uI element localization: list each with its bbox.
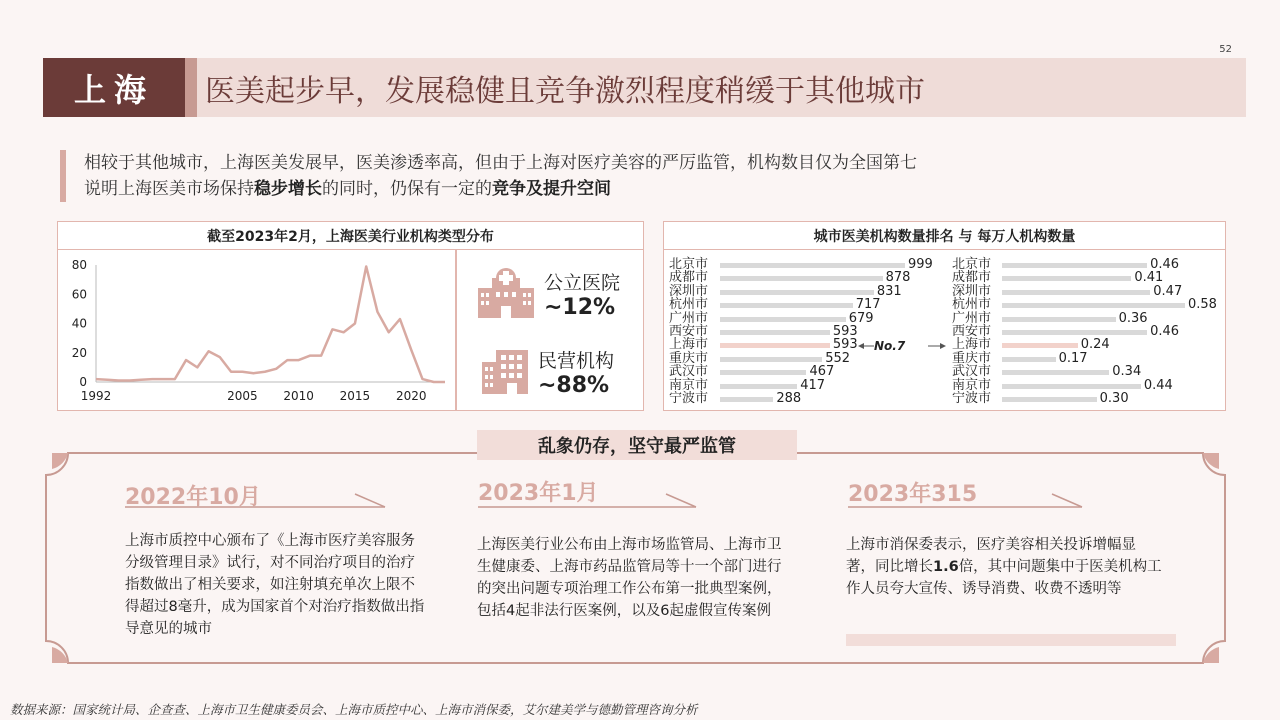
city-label: 上海市 bbox=[952, 337, 992, 353]
event-title: 2023年315 bbox=[848, 482, 978, 507]
rank-bar bbox=[1002, 357, 1056, 362]
city-label: 深圳市 bbox=[952, 283, 992, 299]
event-text-part: 倍，其中问题集中于医美机构工作人员夸大宣传、诱导消费、收费不透明等 bbox=[846, 559, 1162, 597]
rank-bar bbox=[1002, 317, 1116, 322]
rank-bar bbox=[720, 303, 853, 308]
summary-line-2 bbox=[84, 176, 1060, 202]
city-label: 重庆市 bbox=[952, 350, 992, 366]
city-label: 宁波市 bbox=[952, 391, 992, 406]
y-tick-label: 0 bbox=[79, 375, 87, 389]
city-label: 广州市 bbox=[952, 310, 992, 326]
building-icon bbox=[480, 348, 532, 396]
rank-bar bbox=[1002, 370, 1109, 375]
city-label: 广州市 bbox=[669, 310, 709, 326]
rank-bar bbox=[720, 317, 846, 322]
rank-bar bbox=[720, 330, 830, 335]
y-tick-label: 60 bbox=[71, 287, 87, 302]
header-city: 上海 bbox=[43, 58, 185, 117]
value-label: 593 bbox=[832, 337, 858, 353]
rank-bar bbox=[1002, 263, 1147, 268]
city-label: 武汉市 bbox=[669, 364, 709, 380]
decorative-bar bbox=[846, 634, 1176, 646]
stat-value: ~12% bbox=[544, 295, 616, 320]
value-label: 417 bbox=[800, 377, 826, 393]
stat-public bbox=[476, 268, 620, 320]
right-panel-title: 城市医美机构数量排名 与 每万人机构数量 bbox=[664, 222, 1225, 250]
rank-bar bbox=[1002, 384, 1141, 389]
stat-private-text bbox=[538, 346, 614, 398]
rank-bar bbox=[1002, 343, 1078, 348]
value-label: 0.30 bbox=[1099, 391, 1129, 406]
x-tick-label: 2005 bbox=[227, 389, 258, 403]
x-tick-label: 2010 bbox=[283, 389, 314, 403]
rank-bar bbox=[720, 384, 797, 389]
y-tick-label: 20 bbox=[71, 345, 87, 360]
summary-text: 的同时，仍保有一定的 bbox=[322, 179, 492, 199]
summary-emphasis: 稳步增长 bbox=[254, 179, 322, 199]
stat-label: 民营机构 bbox=[538, 350, 615, 372]
city-label: 南京市 bbox=[952, 377, 992, 393]
value-label: 999 bbox=[908, 257, 933, 272]
panel-divider bbox=[455, 250, 457, 410]
value-label: 0.24 bbox=[1080, 337, 1110, 353]
summary-text: 说明上海医美市场保持 bbox=[84, 179, 254, 199]
summary-emphasis: 竞争及提升空间 bbox=[492, 179, 611, 199]
event-title: 2022年10月 bbox=[125, 485, 261, 510]
stat-value: ~88% bbox=[538, 373, 610, 398]
rank-bar bbox=[1002, 330, 1147, 335]
rank-bar bbox=[1002, 303, 1185, 308]
value-label: 0.44 bbox=[1143, 377, 1173, 393]
page-number: 52 bbox=[1219, 44, 1232, 55]
rank-bar bbox=[720, 263, 905, 268]
rank-bar bbox=[720, 397, 773, 402]
stat-label: 公立医院 bbox=[544, 272, 621, 294]
city-label: 成都市 bbox=[952, 270, 992, 286]
value-label: 467 bbox=[809, 364, 835, 380]
rank-label: No.7 bbox=[874, 339, 906, 353]
city-label: 重庆市 bbox=[669, 350, 709, 366]
event-text: 上海市质控中心颁布了《上海市医疗美容服务分级管理目录》试行，对不同治疗项目的治疗指数做出了相关要求，如注射填充单次上限不得超过8毫升，成为国家首个对治疗指数做出指导意见的城市 bbox=[125, 533, 425, 637]
left-panel-title: 截至2023年2月，上海医美行业机构类型分布 bbox=[58, 222, 643, 250]
value-label: 0.46 bbox=[1150, 324, 1180, 339]
value-label: 0.17 bbox=[1058, 350, 1088, 366]
value-label: 0.58 bbox=[1188, 297, 1217, 313]
value-label: 717 bbox=[855, 297, 881, 313]
event-text: 上海医美行业公布由上海市场监管局、上海市卫生健康委、上海市药品监管局等十一个部门进行的突出问题专项治理工作公布第一批典型案例，包括4起非法行医案例，以及6起虚假宣传案例 bbox=[477, 537, 782, 619]
rank-bar bbox=[720, 290, 874, 295]
city-label: 上海市 bbox=[669, 337, 709, 353]
value-label: 0.46 bbox=[1150, 257, 1180, 272]
stat-private bbox=[480, 346, 614, 398]
rank-bar bbox=[1002, 397, 1097, 402]
summary-line-1: 相较于其他城市，上海医美发展早，医美渗透率高，但由于上海对医疗美容的严厉监管，机构数目仅为全国第七 bbox=[84, 153, 917, 173]
hospital-icon bbox=[476, 268, 536, 320]
event-title: 2023年1月 bbox=[478, 481, 599, 506]
city-label: 北京市 bbox=[669, 257, 709, 272]
city-label: 北京市 bbox=[952, 257, 992, 272]
rank-bar bbox=[720, 370, 806, 375]
x-tick-label: 1992 bbox=[80, 389, 112, 403]
city-label: 宁波市 bbox=[669, 391, 709, 406]
page-title: 医美起步早，发展稳健且竞争激烈程度稍缓于其他城市 bbox=[205, 73, 925, 109]
value-label: 679 bbox=[848, 310, 874, 326]
city-label: 南京市 bbox=[669, 377, 709, 393]
city-label: 杭州市 bbox=[952, 297, 992, 313]
stat-public-text bbox=[544, 268, 620, 320]
city-label: 武汉市 bbox=[952, 364, 992, 380]
city-label: 成都市 bbox=[669, 270, 709, 286]
x-tick-label: 2015 bbox=[339, 389, 371, 403]
x-tick-label: 2020 bbox=[395, 389, 427, 403]
summary bbox=[60, 150, 1060, 202]
rank-bar bbox=[720, 343, 830, 348]
city-label: 深圳市 bbox=[669, 283, 709, 299]
value-label: 0.34 bbox=[1112, 364, 1142, 380]
event-text-part: 上海市消保委表示，医疗美容相关投诉增幅显著，同比增长 bbox=[846, 537, 1136, 575]
value-label: 552 bbox=[825, 350, 851, 366]
rank-bar bbox=[720, 276, 883, 281]
rank-bar bbox=[1002, 276, 1131, 281]
rank-bar bbox=[720, 357, 822, 362]
header-accent bbox=[185, 58, 197, 117]
city-label: 西安市 bbox=[952, 324, 992, 339]
rank-bar bbox=[1002, 290, 1150, 295]
value-label: 878 bbox=[885, 270, 911, 286]
value-label: 0.47 bbox=[1153, 283, 1183, 299]
header bbox=[43, 58, 1246, 117]
value-label: 831 bbox=[876, 283, 902, 299]
event-text bbox=[846, 534, 1164, 600]
y-tick-label: 40 bbox=[71, 316, 87, 331]
value-label: 593 bbox=[832, 324, 858, 339]
city-label: 杭州市 bbox=[669, 297, 709, 313]
value-label: 288 bbox=[776, 391, 802, 406]
event-text-emphasis: 1.6 bbox=[933, 559, 959, 575]
city-label: 西安市 bbox=[669, 324, 709, 339]
value-label: 0.36 bbox=[1118, 310, 1148, 326]
y-tick-label: 80 bbox=[71, 258, 87, 272]
section-banner: 乱象仍存，坚守最严监管 bbox=[477, 430, 797, 460]
source-note: 数据来源：国家统计局、企查查、上海市卫生健康委员会、上海市质控中心、上海市消保委，艾尔建美学与德勤管理咨询分析 bbox=[10, 702, 698, 717]
value-label: 0.41 bbox=[1134, 270, 1164, 286]
